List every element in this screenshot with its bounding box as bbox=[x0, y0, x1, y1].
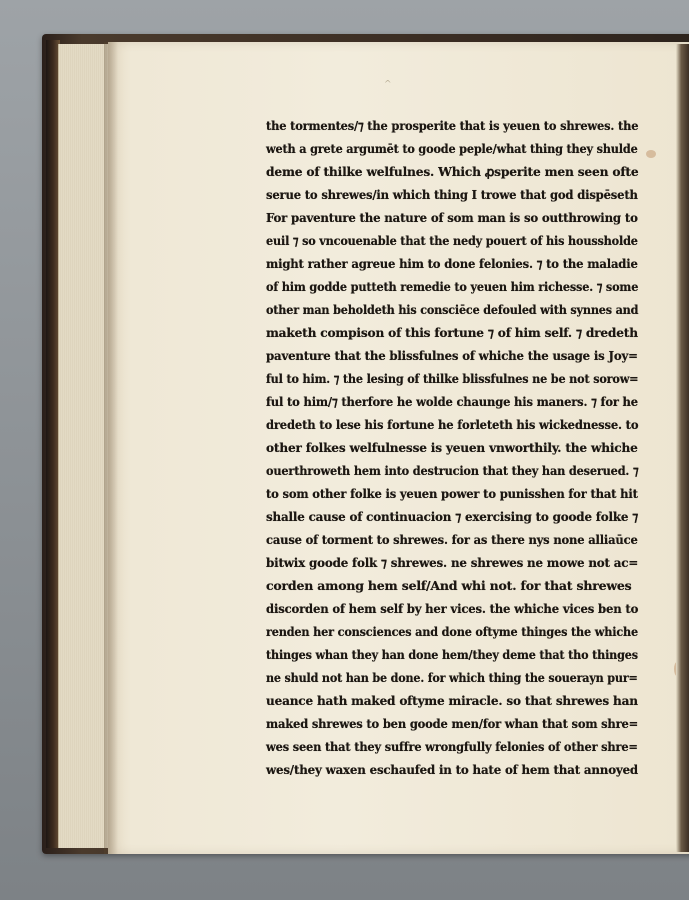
text-line: might rather agreue him to done felonies. ⁊ to the maladie bbox=[266, 256, 638, 271]
page-right-edge bbox=[676, 44, 689, 852]
gutter-shadow bbox=[104, 42, 118, 854]
text-line: maketh compison of this fortune ⁊ of him self. ⁊ dredeth bbox=[266, 325, 638, 340]
text-line: dredeth to lese his fortune he forleteth his wickednesse. to bbox=[266, 417, 639, 432]
text-line: serue to shrewes/in which thing I trowe that god dispēseth bbox=[266, 187, 638, 202]
text-line: deme of thilke welfulnes. Which ꝓsperite men seen ofte bbox=[266, 164, 639, 179]
text-line: euil ⁊ so vncouenable that the nedy pouert of his houssholde bbox=[266, 233, 638, 248]
text-line: renden her consciences and done oftyme thinges the whiche bbox=[266, 624, 638, 639]
text-line: thinges whan they han done hem/they deme that tho thinges bbox=[266, 647, 638, 662]
text-line: corden among hem self/And whi not. for that shrewes bbox=[266, 578, 632, 593]
text-line: paventure that the blissfulnes of whiche the usage is Joy= bbox=[266, 348, 638, 363]
text-line: discorden of hem self by her vices. the whiche vices ben to bbox=[266, 601, 639, 616]
text-block bbox=[266, 114, 638, 781]
text-line: shalle cause of continuacion ⁊ exercising to goode folke ⁊ bbox=[266, 509, 639, 524]
foxing-stain bbox=[646, 150, 656, 158]
text-line: other man beholdeth his consciēce defouled with synnes and bbox=[266, 302, 639, 317]
text-line: cause of torment to shrewes. for as there nys none alliaūce bbox=[266, 532, 638, 547]
text-line: maked shrewes to ben goode men/for whan that som shre= bbox=[266, 716, 639, 731]
text-line: ful to him. ⁊ the lesing of thilke blissfulnes ne be not sorow= bbox=[266, 371, 639, 386]
text-line: ueance hath maked oftyme miracle. so that shrewes han bbox=[266, 693, 638, 708]
text-line: other folkes welfulnesse is yeuen vnworthily. the whiche bbox=[266, 440, 638, 455]
text-line: of him godde putteth remedie to yeuen him richesse. ⁊ some bbox=[266, 279, 639, 294]
text-line: ful to him/⁊ therfore he wolde chaunge his maners. ⁊ for he bbox=[266, 394, 638, 409]
text-line: wes/they waxen eschaufed in to hate of hem that annoyed bbox=[266, 762, 639, 777]
text-line: the tormentes/⁊ the prosperite that is yeuen to shrewes. the bbox=[266, 118, 639, 133]
text-line: bitwix goode folk ⁊ shrewes. ne shrewes ne mowe not ac= bbox=[266, 555, 639, 570]
text-line: wes seen that they suffre wrongfully felonies of other shre= bbox=[266, 739, 638, 754]
text-line: to som other folke is yeuen power to punisshen for that hit bbox=[266, 486, 638, 501]
text-line: For paventure the nature of som man is so outthrowing to bbox=[266, 210, 638, 225]
page-mark: ^ bbox=[384, 80, 392, 90]
text-line: weth a grete argumēt to goode peple/what thing they shulde bbox=[266, 141, 638, 156]
text-line: ne shuld not han be done. for which thing the souerayn pur= bbox=[266, 670, 638, 685]
text-line: ouerthroweth hem into destrucion that they han deserued. ⁊ bbox=[266, 463, 639, 478]
